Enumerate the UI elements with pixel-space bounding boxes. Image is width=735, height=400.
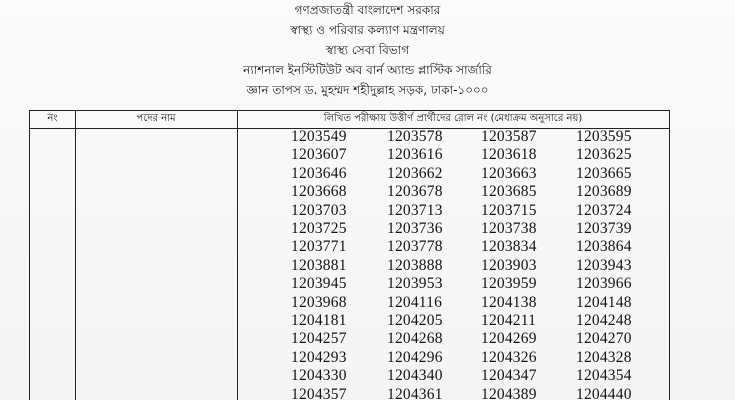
- roll-number: 1203616: [387, 146, 443, 164]
- table-row: [237, 274, 669, 294]
- roll-number: 1203834: [481, 238, 537, 256]
- table-row: [237, 182, 669, 202]
- roll-number: 1203725: [291, 220, 347, 237]
- header-cell-roll-numbers: লিখিত পরীক্ষায় উত্তীর্ণ প্রার্থীদের রোল নং (মেধাক্রম অনুসারে নয়): [323, 113, 583, 124]
- table-row: [237, 366, 669, 386]
- roll-number: 1204326: [481, 348, 537, 366]
- roll-number: 1203968: [291, 293, 347, 311]
- header-cell-post-name: পদের নাম: [136, 113, 176, 124]
- roll-number: 1203943: [576, 256, 632, 274]
- roll-number: 1204138: [481, 293, 537, 311]
- header-ministry: স্বাস্থ্য ও পরিবার কল্যাণ মন্ত্রণালয়: [290, 23, 445, 37]
- roll-number: 1203587: [481, 128, 537, 145]
- roll-number: 1203778: [387, 238, 443, 256]
- roll-number: 1204116: [387, 293, 443, 311]
- table-row: [237, 145, 669, 165]
- roll-number: 1203665: [576, 164, 632, 182]
- roll-number: 1204328: [576, 348, 632, 366]
- roll-number: 1203663: [481, 164, 537, 182]
- roll-number: 1203881: [291, 256, 347, 274]
- roll-number: 1204296: [387, 348, 443, 366]
- roll-number: 1203618: [481, 146, 537, 164]
- roll-number: 1204205: [387, 312, 443, 329]
- table-row: [237, 256, 669, 276]
- roll-number: 1203966: [576, 275, 632, 293]
- roll-number: 1203703: [291, 201, 347, 219]
- roll-number: 1203646: [291, 164, 347, 182]
- roll-number: 1203595: [576, 128, 632, 145]
- header-government: গণপ্রজাতন্ত্রী বাংলাদেশ সরকার: [294, 3, 441, 17]
- roll-number: 1203945: [291, 275, 347, 293]
- roll-number: 1203678: [387, 183, 443, 201]
- header-cell-no: নং: [47, 113, 58, 124]
- roll-number: 1203724: [576, 201, 632, 219]
- column-divider-no: [75, 111, 76, 400]
- roll-number: 1203668: [291, 183, 347, 201]
- results-table: [29, 110, 670, 400]
- roll-number: 1203888: [387, 256, 443, 274]
- roll-number: 1204389: [481, 385, 537, 400]
- roll-number: 1203715: [481, 201, 537, 219]
- table-row: [237, 329, 669, 349]
- roll-number: 1204347: [481, 367, 537, 385]
- roll-number: 1203685: [481, 183, 537, 201]
- table-row: [237, 219, 669, 239]
- roll-number: 1204354: [576, 367, 632, 385]
- table-row: [237, 293, 669, 313]
- roll-number: 1204257: [291, 330, 347, 348]
- table-row: [237, 348, 669, 368]
- table-row: [237, 237, 669, 257]
- table-row: [237, 164, 669, 184]
- roll-number: 1203736: [387, 220, 443, 237]
- roll-number: 1203959: [481, 275, 537, 293]
- roll-number: 1203738: [481, 220, 537, 237]
- roll-number: 1203739: [576, 220, 632, 237]
- roll-number: 1203713: [387, 201, 443, 219]
- header-address: জ্ঞান তাপস ড. মুহম্মদ শহীদুল্লাহ সড়ক, ঢাকা-১০০০: [246, 83, 489, 97]
- roll-number: 1204330: [291, 367, 347, 385]
- roll-number: 1203578: [387, 128, 443, 145]
- roll-number: 1204293: [291, 348, 347, 366]
- header-institute: ন্যাশনাল ইনস্টিটিউট অব বার্ন অ্যান্ড প্লাস্টিক সার্জারি: [243, 63, 492, 77]
- roll-number: 1203864: [576, 238, 632, 256]
- table-row: [237, 385, 669, 400]
- roll-number: 1204248: [576, 312, 632, 329]
- roll-number: 1204440: [576, 385, 632, 400]
- roll-number: 1204270: [576, 330, 632, 348]
- roll-number: 1204357: [291, 385, 347, 400]
- roll-number: 1203689: [576, 183, 632, 201]
- roll-number: 1204211: [481, 312, 537, 329]
- roll-number: 1203662: [387, 164, 443, 182]
- table-row: [237, 127, 669, 147]
- roll-number: 1204148: [576, 293, 632, 311]
- roll-number: 1203953: [387, 275, 443, 293]
- table-row: [237, 201, 669, 221]
- roll-number: 1203771: [291, 238, 347, 256]
- roll-number: 1204269: [481, 330, 537, 348]
- roll-number: 1203549: [291, 128, 347, 145]
- roll-number: 1204181: [291, 312, 347, 329]
- roll-number: 1204361: [387, 385, 443, 400]
- roll-number: 1204268: [387, 330, 443, 348]
- header-division: স্বাস্থ্য সেবা বিভাগ: [325, 43, 410, 57]
- roll-number: 1203607: [291, 146, 347, 164]
- table-row: [237, 311, 669, 331]
- roll-number: 1204340: [387, 367, 443, 385]
- roll-number: 1203625: [576, 146, 632, 164]
- roll-number: 1203903: [481, 256, 537, 274]
